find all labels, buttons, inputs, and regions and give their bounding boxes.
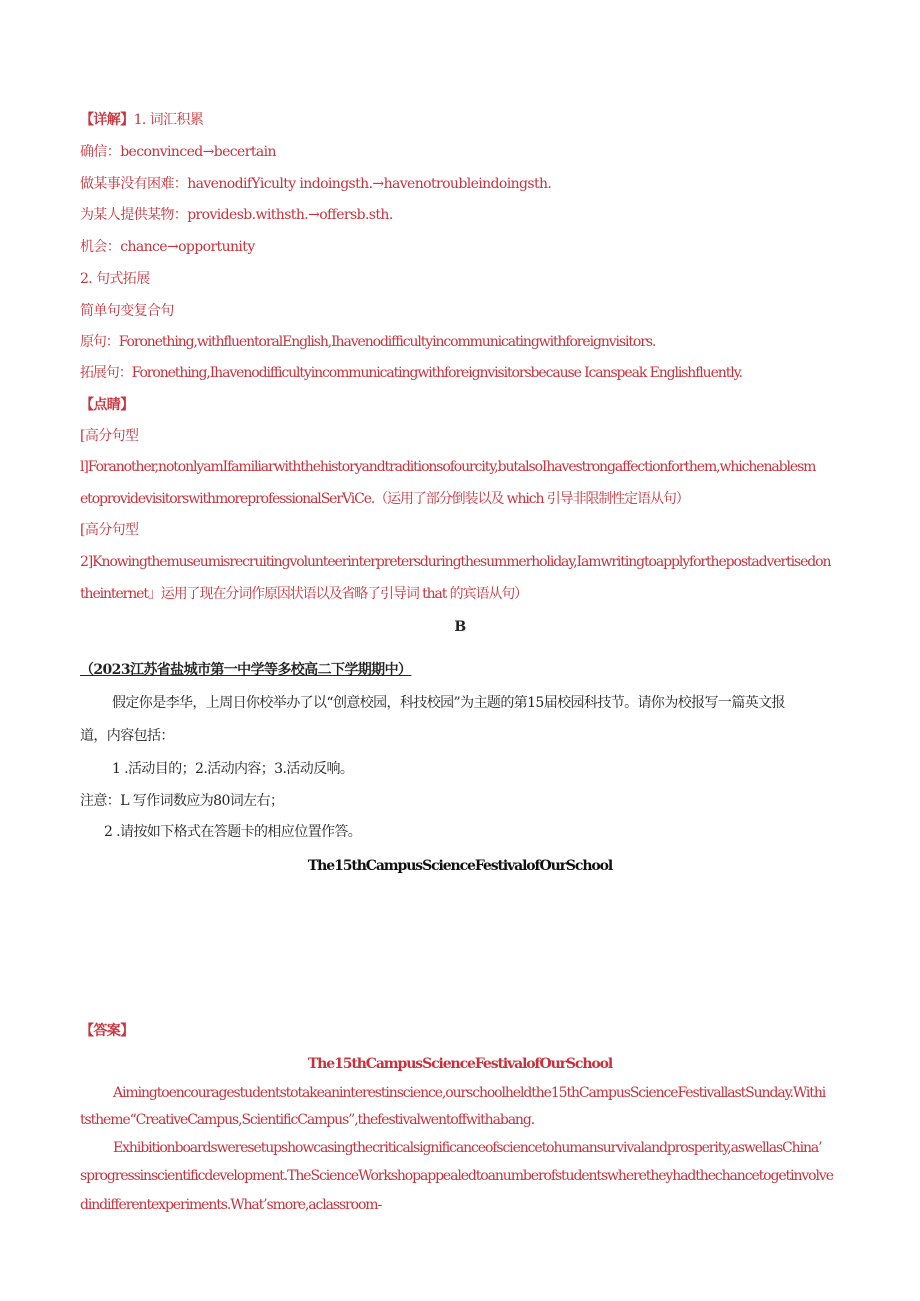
answer-title: The15thCampusScienceFestivalofOurSchool bbox=[307, 1056, 613, 1072]
pattern1-line2: etoprovidevisitorswithmoreprofessionalSerViCe.（运用了部分倒装以及 which 引导非限制性定语从句） bbox=[80, 491, 689, 507]
sentence-expansion-heading: 2. 句式拓展 bbox=[80, 271, 150, 287]
highlight-heading: 【点睛】 bbox=[80, 397, 134, 413]
vocab-line-3: 为某人提供某物：providesb.withsth.→offersb.sth. bbox=[80, 207, 393, 223]
answer-heading: 【答案】 bbox=[80, 1023, 134, 1039]
answer-p1-line2: tstheme“CreativeCampus,ScientificCampus”,thefestivalwentoffwithabang. bbox=[80, 1112, 535, 1128]
section-b-letter: B bbox=[454, 619, 466, 635]
prompt-note: 注意：L 写作词数应为80词左右； bbox=[80, 793, 284, 809]
pattern2-line2: theinternet」运用了现在分词作原因状语以及省略了引导词 that 的宾语从句） bbox=[80, 586, 528, 602]
prompt-point-1: 1 .活动目的；2.活动内容；3.活动反响。 bbox=[112, 761, 354, 777]
vocab-line-2: 做某事没有困难：havenodifYiculty indoingsth.→havenotroubleindoingsth. bbox=[80, 176, 552, 192]
essay-title: The15thCampusScienceFestivalofOurSchool bbox=[307, 858, 613, 874]
extended-sentence: 拓展句：Foronething,Ihavenodifficultyincommunicatingwithforeignvisitorsbecause Icanspeak Englishfluently. bbox=[80, 365, 742, 381]
answer-p2-line2: sprogressinscientificdevelopment.TheScienceWorkshopappealedtoanumberofstudentswheretheyhadthechancetogetinvolve bbox=[80, 1168, 833, 1184]
vocab-line-4: 机会：chance→opportunity bbox=[80, 239, 255, 255]
answer-p2-line3: dindifferentexperiments.What’smore,aclassroom- bbox=[80, 1197, 382, 1213]
question-source bbox=[80, 660, 840, 680]
vocab-line-1: 确信：beconvinced→becertain bbox=[80, 144, 276, 160]
prompt-line-1: 假定你是李华，上周日你校举办了以“创意校园，科技校园”为主题的第15届校园科技节。请你为校报写一篇英文报 bbox=[112, 695, 785, 711]
prompt-point-2: 2 .请按如下格式在答题卡的相应位置作答。 bbox=[104, 824, 362, 840]
pattern2-line1: 2]Knowingthemuseumisrecruitingvolunteerinterpretersduringthesummerholiday,Iamwritingtoapplyforthepostadvertisedon bbox=[80, 554, 831, 570]
detail-heading bbox=[80, 110, 840, 130]
pattern1-label: [高分句型 bbox=[80, 428, 139, 444]
pattern2-label: [高分句型 bbox=[80, 522, 139, 538]
question-source-text: （2023江苏省盐城市第一中学等多校高二下学期期中） bbox=[80, 662, 412, 678]
answer-p1-line1: Aimingtoencouragestudentstotakeaninterestinscience,ourschoolheldthe15thCampusScienceFestivallastSunday.Withi bbox=[113, 1085, 826, 1101]
pattern1-line1: l]Foranother,notonlyamIfamiliarwiththehistoryandtraditionsofourcity,butalsoIhavestrongaffectionforthem,whichenablesm bbox=[80, 459, 816, 475]
sentence-expansion-sub: 简单句变复合句 bbox=[80, 303, 174, 319]
detail-head-label: 【详解】 bbox=[80, 112, 134, 128]
detail-item1: 1. 词汇积累 bbox=[133, 112, 204, 128]
answer-p2-line1: Exhibitionboardsweresetupshowcasingthecriticalsignificanceofsciencetohumansurvivalandprosperity,aswellasChina’ bbox=[113, 1140, 822, 1156]
original-sentence: 原句：Foronething,withfluentoralEnglish,Ihavenodifficultyincommunicatingwithforeignvisitors. bbox=[80, 334, 656, 350]
prompt-line-2: 道，内容包括： bbox=[80, 728, 174, 744]
